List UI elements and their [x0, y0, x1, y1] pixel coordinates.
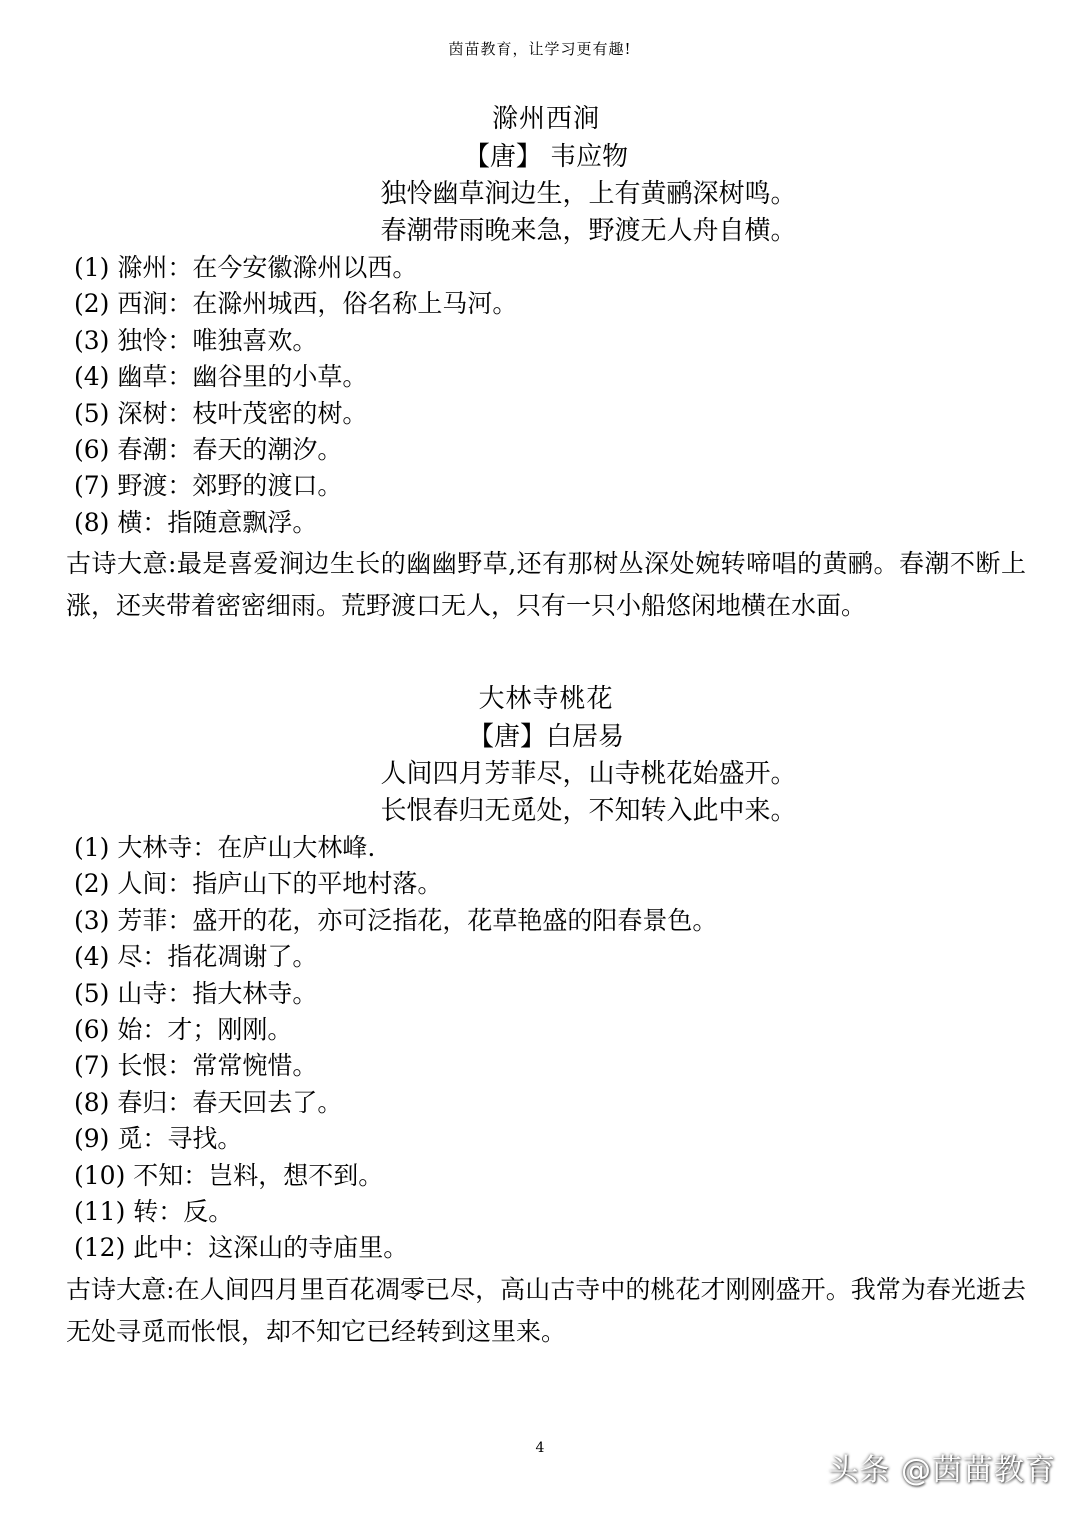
poem-line: 春潮带雨晚来急，野渡无人舟自横。: [380, 216, 797, 246]
annotation-item: (12) 此中：这深山的寺庙里。: [74, 1233, 409, 1263]
poem-author: 【唐】白居易: [467, 722, 624, 752]
annotation-item: (2) 人间：指庐山下的平地村落。: [74, 869, 443, 899]
annotation-item: (3) 芳菲：盛开的花，亦可泛指花，花草艳盛的阳春景色。: [74, 905, 718, 935]
annotation-item: (9) 觅：寻找。: [74, 1124, 243, 1154]
poem-title: 大林寺桃花: [478, 684, 614, 714]
poem-line: 长恨春归无觅处，不知转入此中来。: [380, 796, 797, 826]
poem-section-dalinsi-taohua: [66, 680, 1026, 1378]
annotation-item: (6) 春潮：春天的潮汐。: [74, 435, 343, 465]
annotation-item: (4) 尽：指花凋谢了。: [74, 942, 318, 972]
annotation-item: (7) 野渡：郊野的渡口。: [74, 471, 343, 501]
annotation-item: (7) 长恨：常常惋惜。: [74, 1051, 318, 1081]
annotation-item: (2) 西涧：在滁州城西，俗名称上马河。: [74, 289, 518, 319]
annotation-item: (5) 山寺：指大林寺。: [74, 978, 318, 1008]
annotation-item: (3) 独怜：唯独喜欢。: [74, 325, 318, 355]
annotation-list: [66, 250, 1026, 541]
poem-line: 独怜幽草涧边生，上有黄鹂深树鸣。: [380, 179, 797, 209]
annotation-item: (8) 横：指随意飘浮。: [74, 507, 318, 537]
annotation-list: [66, 830, 1026, 1267]
watermark: 头条 @茵苗教育: [828, 1453, 1056, 1488]
annotation-item: (1) 大林寺：在庐山大林峰.: [74, 833, 376, 862]
poem-title: 滁州西涧: [491, 104, 600, 134]
poem-author: 【唐】 韦应物: [463, 142, 629, 172]
annotation-item: (5) 深树：枝叶茂密的树。: [74, 398, 368, 428]
annotation-item: (10) 不知：岂料，想不到。: [74, 1160, 384, 1190]
poem-section-chuzhou-xijian: [66, 100, 1026, 652]
page-header: 茵苗教育，让学习更有趣!: [448, 40, 632, 58]
annotation-item: (4) 幽草：幽谷里的小草。: [74, 362, 368, 392]
annotation-item: (8) 春归：春天回去了。: [74, 1087, 343, 1117]
annotation-item: (1) 滁州：在今安徽滁州以西。: [74, 253, 418, 282]
poem-meaning: 古诗大意:最是喜爱涧边生长的幽幽野草,还有那树丛深处婉转啼唱的黄鹂。春潮不断上涨，还夹带着密密细雨。荒野渡口无人，只有一只小船悠闲地横在水面。: [66, 549, 1026, 621]
annotation-item: (6) 始：才；刚刚。: [74, 1015, 293, 1045]
poem-meaning: 古诗大意:在人间四月里百花凋零已尽，高山古寺中的桃花才刚刚盛开。我常为春光逝去无处寻觅而怅恨，却不知它已经转到这里来。: [66, 1274, 1026, 1346]
annotation-item: (11) 转：反。: [74, 1197, 234, 1227]
poem-line: 人间四月芳菲尽，山寺桃花始盛开。: [380, 759, 797, 789]
page-number: 4: [535, 1440, 545, 1456]
